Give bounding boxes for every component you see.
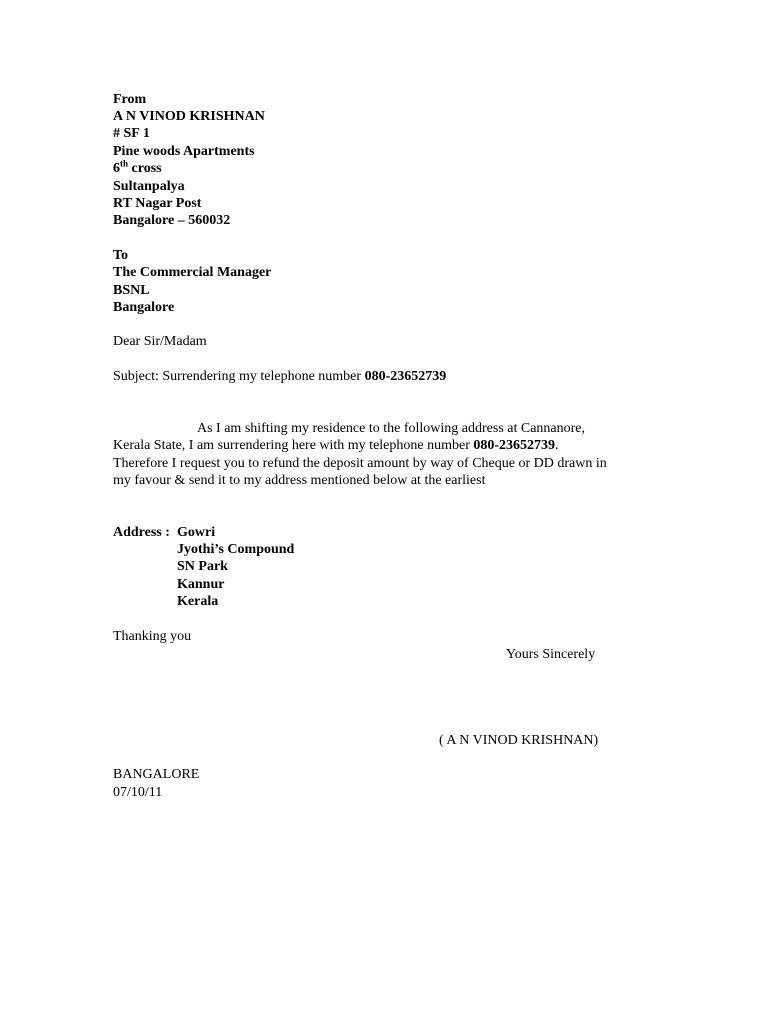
new-address-line: Gowri <box>177 525 216 540</box>
subject-prefix: Subject: Surrendering my telephone number <box>113 369 365 384</box>
new-address-line: Jyothi’s Compound <box>177 542 295 557</box>
from-label: From <box>113 92 147 107</box>
cross-ordinal-suffix: th <box>120 158 129 169</box>
body-phone-number: 080-23652739 <box>473 438 556 453</box>
to-label: To <box>113 248 129 263</box>
sender-address-line: # SF 1 <box>113 126 150 141</box>
cross-text: cross <box>128 161 162 176</box>
cross-number: 6 <box>113 161 120 176</box>
thanking-line: Thanking you <box>113 629 192 644</box>
yours-sincerely: Yours Sincerely <box>506 647 596 662</box>
new-address-line: SN Park <box>177 559 228 574</box>
sender-address-line: Bangalore – 560032 <box>113 213 231 228</box>
subject-phone-number: 080-23652739 <box>364 369 447 384</box>
recipient-line: Bangalore <box>113 300 175 315</box>
new-address-line: Kerala <box>177 594 219 609</box>
recipient-line: The Commercial Manager <box>113 265 272 280</box>
new-address-label: Address : <box>113 525 170 540</box>
subject-line <box>113 368 446 385</box>
signature-name: ( A N VINOD KRISHNAN) <box>439 733 599 748</box>
body-line-2-end: . <box>555 438 559 453</box>
body-line-3: Therefore I request you to refund the deposit amount by way of Cheque or DD drawn in <box>113 456 607 471</box>
body-line-2-text: Kerala State, I am surrendering here with my telephone number <box>113 438 474 453</box>
salutation: Dear Sir/Madam <box>113 334 207 349</box>
sender-address-line: Sultanpalya <box>113 179 185 194</box>
body-line-4: my favour & send it to my address mentioned below at the earliest <box>113 473 486 488</box>
sender-address-cross <box>113 160 162 177</box>
sender-address-line: Pine woods Apartments <box>113 144 255 159</box>
sender-address-line: RT Nagar Post <box>113 196 202 211</box>
body-line-2 <box>113 437 559 454</box>
date: 07/10/11 <box>113 785 163 800</box>
body-line-1: As I am shifting my residence to the following address at Cannanore, <box>197 421 586 436</box>
place: BANGALORE <box>113 767 200 782</box>
sender-name: A N VINOD KRISHNAN <box>113 109 265 124</box>
new-address-line: Kannur <box>177 577 225 592</box>
recipient-line: BSNL <box>113 283 150 298</box>
